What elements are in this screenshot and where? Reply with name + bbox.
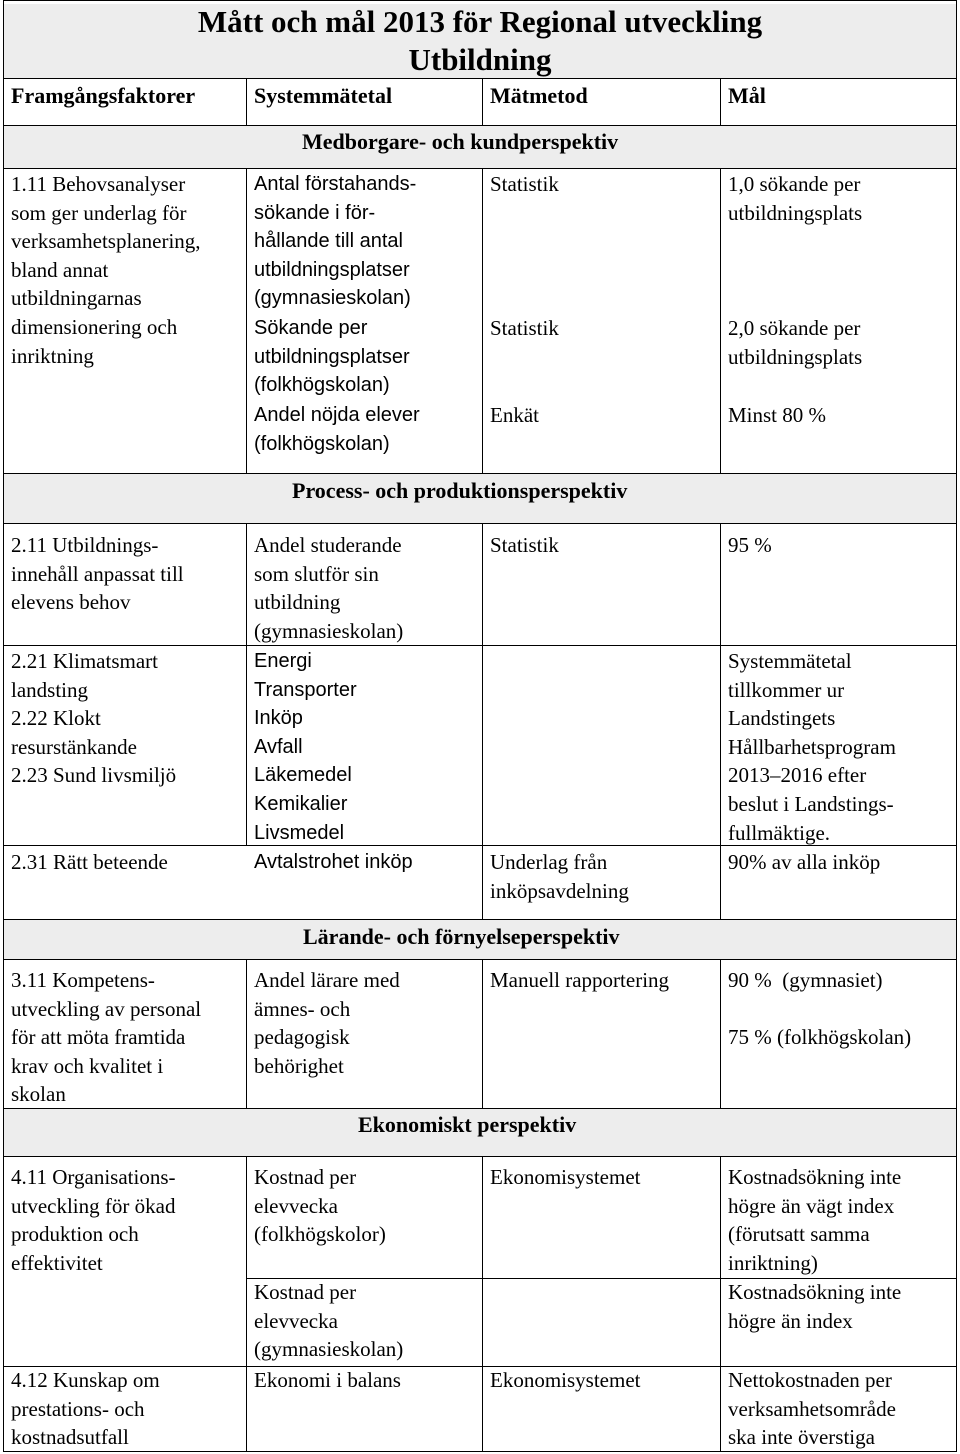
goal-cell: 1,0 sökande per utbildningsplats <box>728 172 863 225</box>
measure-cell: Kostnad per elevvecka (gymnasieskolan) <box>254 1280 404 1362</box>
rule <box>3 919 957 920</box>
col-rule <box>246 168 247 473</box>
factor-cell: 2.11 Utbildnings- innehåll anpassat till elevens behov <box>11 533 184 615</box>
col-rule <box>246 1156 247 1452</box>
measure-cell: Kostnad per elevvecka (folkhögskolor) <box>254 1165 386 1247</box>
rule <box>3 1156 957 1157</box>
measure-cell: Avtalstrohet inköp <box>254 851 413 873</box>
factor-cell: 3.11 Kompetens- utveckling av personal för att möta framtida krav och kvalitet i skolan <box>11 968 202 1107</box>
rule <box>3 523 957 524</box>
rule <box>3 645 957 646</box>
col-rule <box>482 168 483 473</box>
measure-cell: Andel lärare med ämnes- och pedagogisk behörighet <box>254 968 400 1078</box>
factor-cell: 2.31 Rätt beteende <box>11 850 168 874</box>
column-header-factors: Framgångsfaktorer <box>11 83 196 108</box>
document-title: Mått och mål 2013 för Regional utveckling <box>197 4 763 39</box>
rule <box>3 125 957 126</box>
factor-cell: 4.12 Kunskap om prestations- och kostnadsutfall <box>11 1368 160 1450</box>
frame-left <box>3 0 4 1452</box>
col-rule <box>482 959 483 1108</box>
goal-cell: 2,0 sökande per utbildningsplats <box>728 316 863 369</box>
col-rule <box>720 1156 721 1452</box>
section-heading-economic: Ekonomiskt perspektiv <box>358 1112 577 1137</box>
goal-cell: Kostnadsökning inte högre än vägt index (förutsatt samma inriktning) <box>728 1165 902 1275</box>
goal-cell: Minst 80 % <box>728 403 827 427</box>
col-rule <box>720 78 721 125</box>
col-rule <box>482 78 483 125</box>
column-header-goal: Mål <box>728 83 766 108</box>
section-heading-process: Process- och produktionsperspektiv <box>292 478 628 503</box>
col-rule <box>720 523 721 919</box>
section-heading-learning: Lärande- och förnyelseperspektiv <box>303 924 620 949</box>
goal-cell: 75 % (folkhögskolan) <box>728 1025 912 1049</box>
method-cell: Ekonomisystemet <box>490 1165 641 1189</box>
goal-cell: Kostnadsökning inte högre än index <box>728 1280 902 1333</box>
col-rule <box>246 523 247 845</box>
column-header-measures: Systemmätetal <box>254 83 393 108</box>
measure-cell: Andel nöjda elever (folkhögskolan) <box>254 404 420 455</box>
col-rule <box>482 523 483 919</box>
goal-cell: 95 % <box>728 533 772 557</box>
goal-cell: 90 % (gymnasiet) <box>728 968 883 992</box>
col-rule <box>246 959 247 1108</box>
method-cell: Enkät <box>490 403 539 427</box>
method-cell: Statistik <box>490 316 559 340</box>
rule <box>3 959 957 960</box>
factor-cell: 2.21 Klimatsmart landsting 2.22 Klokt resurstänkande 2.23 Sund livsmiljö <box>11 649 177 788</box>
measure-cell: Energi Transporter Inköp Avfall Läkemedel Kemikalier Livsmedel <box>254 650 357 844</box>
section-heading-citizen: Medborgare- och kundperspektiv <box>302 129 619 154</box>
method-cell: Manuell rapportering <box>490 968 670 992</box>
rule <box>3 473 957 474</box>
col-rule <box>720 168 721 473</box>
method-cell: Statistik <box>490 533 559 557</box>
goal-cell: 90% av alla inköp <box>728 850 881 874</box>
goal-cell: Systemmätetal tillkommer ur Landstingets Hållbarhetsprogram 2013–2016 efter beslut i Landstings- fullmäktige. <box>728 649 896 845</box>
measure-cell: Antal förstahands- sökande i för- hållande till antal utbildningsplatser (gymnasieskolan) <box>254 173 417 310</box>
goal-cell: Nettokostnaden per verksamhetsområde ska inte överstiga <box>728 1368 896 1450</box>
rule <box>3 168 957 169</box>
col-rule <box>720 959 721 1108</box>
document-subtitle: Utbildning <box>408 42 552 77</box>
factor-cell: 4.11 Organisations- utveckling för ökad produktion och effektivitet <box>11 1165 176 1275</box>
factor-cell: 1.11 Behovsanalyser som ger underlag för verksamhetsplanering, bland annat utbildningarnas dimensionering och inriktning <box>11 172 201 368</box>
frame-right <box>956 0 957 1452</box>
frame-top <box>3 0 957 1</box>
method-cell: Ekonomisystemet <box>490 1368 641 1392</box>
col-rule <box>482 1156 483 1452</box>
method-cell: Statistik <box>490 172 559 196</box>
col-rule <box>246 78 247 125</box>
measure-cell: Andel studerande som slutför sin utbildning (gymnasieskolan) <box>254 533 404 643</box>
measure-cell: Ekonomi i balans <box>254 1368 401 1392</box>
measure-cell: Sökande per utbildningsplatser (folkhögskolan) <box>254 317 410 397</box>
method-cell: Underlag från inköpsavdelning <box>490 850 629 903</box>
column-header-method: Mätmetod <box>490 83 588 108</box>
